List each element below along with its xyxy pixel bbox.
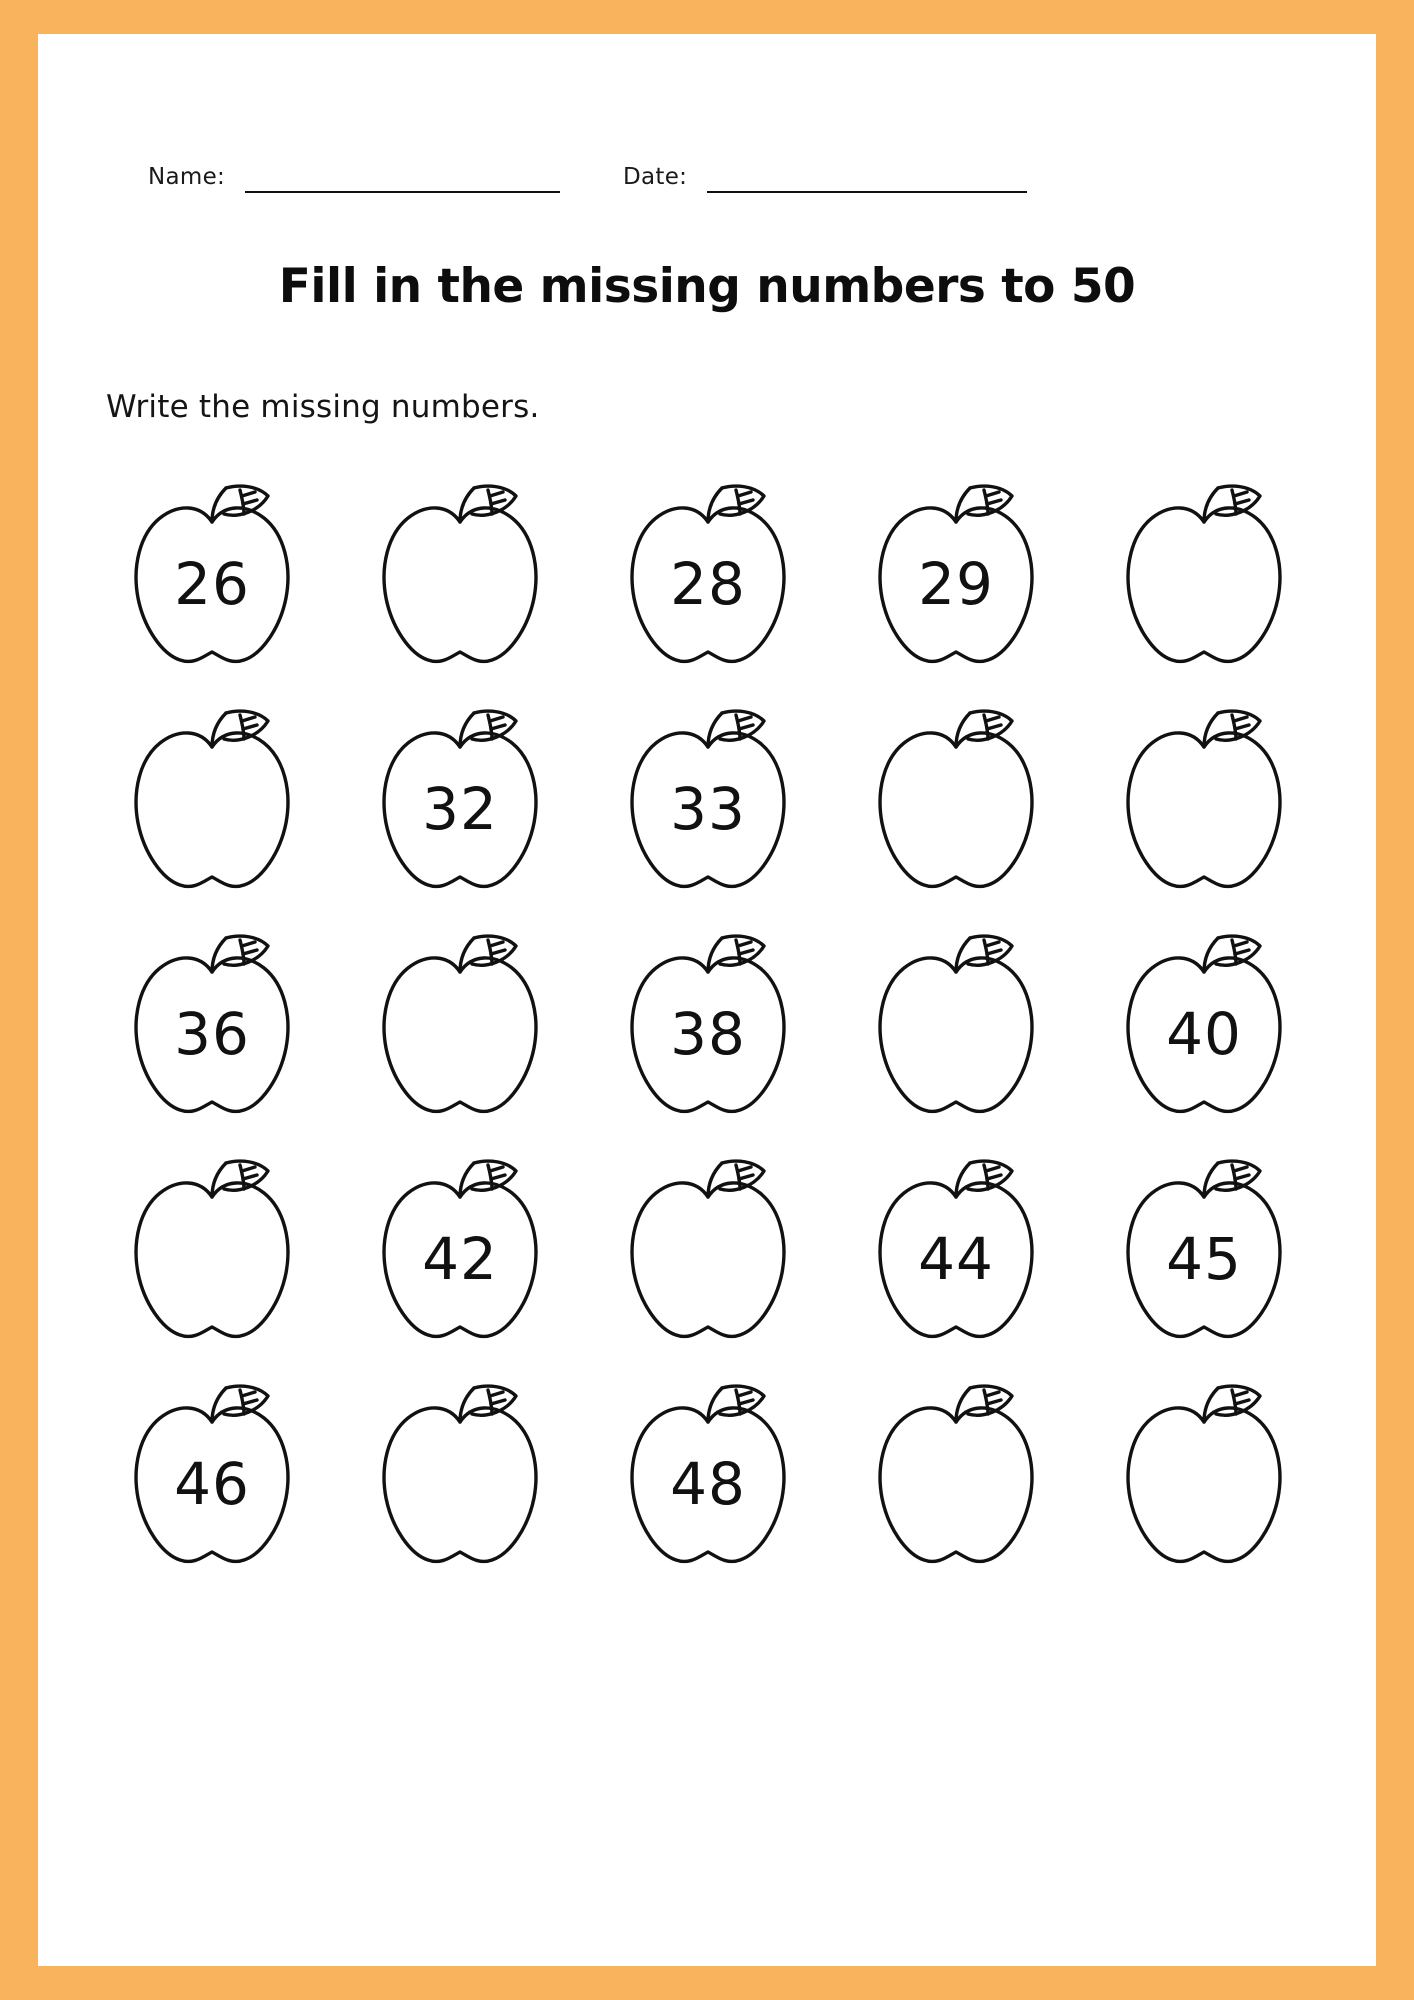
date-field[interactable] [623, 164, 1027, 193]
apple-number-value: 26 [174, 550, 250, 618]
name-label: Name: [148, 164, 226, 190]
apple-grid [88, 474, 1328, 1599]
apple-cell[interactable] [112, 1149, 312, 1361]
apple-number-value: 44 [918, 1225, 994, 1293]
apple-cell[interactable] [856, 1149, 1056, 1361]
instruction-text: Write the missing numbers. [106, 389, 540, 425]
apple-cell[interactable] [1104, 699, 1304, 911]
apple-cell[interactable] [112, 924, 312, 1136]
apple-cell[interactable] [112, 474, 312, 686]
apple-cell[interactable] [360, 699, 560, 911]
apple-number-value: 45 [1166, 1225, 1242, 1293]
worksheet-sheet [38, 34, 1376, 1966]
apple-cell[interactable] [360, 1149, 560, 1361]
apple-number-value: 42 [422, 1225, 498, 1293]
apple-cell[interactable] [856, 474, 1056, 686]
apple-cell[interactable] [608, 1374, 808, 1586]
apple-cell[interactable] [360, 1374, 560, 1586]
apple-cell[interactable] [1104, 474, 1304, 686]
apple-cell[interactable] [856, 1374, 1056, 1586]
apple-number-value: 29 [918, 550, 994, 618]
apple-number-value: 48 [670, 1450, 746, 1518]
date-input-line[interactable] [707, 191, 1027, 193]
date-label: Date: [623, 164, 688, 190]
apple-number-value: 38 [670, 1000, 746, 1068]
student-info-row [38, 164, 1376, 204]
apple-cell[interactable] [112, 1374, 312, 1586]
name-input-line[interactable] [245, 191, 560, 193]
apple-number-value: 40 [1166, 1000, 1242, 1068]
apple-number-value: 46 [174, 1450, 250, 1518]
apple-cell[interactable] [856, 924, 1056, 1136]
apple-cell[interactable] [608, 474, 808, 686]
apple-cell[interactable] [608, 924, 808, 1136]
apple-number-value: 33 [670, 775, 746, 843]
name-field[interactable] [148, 164, 560, 193]
page-title: Fill in the missing numbers to 50 [278, 259, 1136, 314]
apple-cell[interactable] [1104, 1374, 1304, 1586]
apple-number-value: 32 [422, 775, 498, 843]
apple-cell[interactable] [1104, 1149, 1304, 1361]
apple-cell[interactable] [1104, 924, 1304, 1136]
apple-cell[interactable] [112, 699, 312, 911]
apple-number-value: 36 [174, 1000, 250, 1068]
apple-cell[interactable] [360, 924, 560, 1136]
apple-cell[interactable] [608, 699, 808, 911]
apple-number-value: 28 [670, 550, 746, 618]
apple-cell[interactable] [856, 699, 1056, 911]
apple-cell[interactable] [608, 1149, 808, 1361]
apple-cell[interactable] [360, 474, 560, 686]
